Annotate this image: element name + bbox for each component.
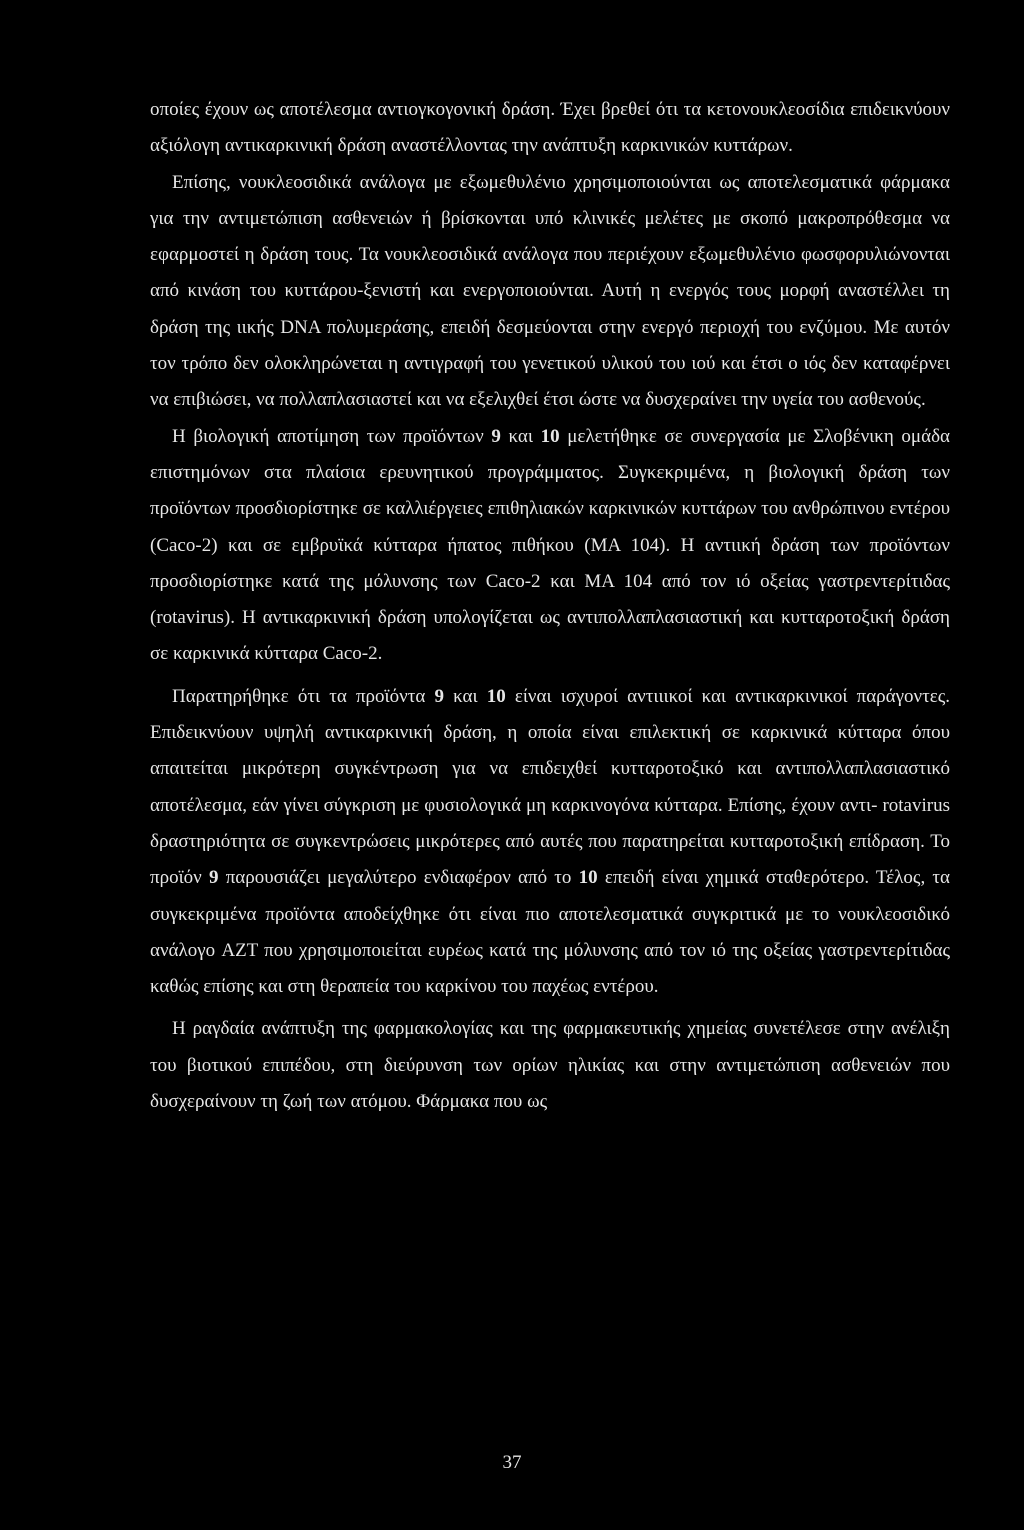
paragraph-3-text: Η βιολογική αποτίμηση των προϊόντων bbox=[172, 425, 492, 447]
paragraph-4-text: παρουσιάζει μεγαλύτερο ενδιαφέρον από το bbox=[218, 867, 579, 889]
paragraph-5 bbox=[150, 1011, 950, 1120]
paragraph-4-text: είναι ισχυροί αντιιικοί και αντικαρκινικοί παράγοντες. Επιδεικνύουν υψηλή αντικαρκινική δράση, η οποία είναι επιλεκτική σε καρκινικά κύτταρα όπου απαιτείται μικρότερη συγκέντρωση για να επιδειχθεί κυτταροτοξικό και αντιπολλαπλασιαστικό αποτέλεσμα, εάν γίνει σύγκριση με φυσιολογικά μη καρκινογόνα κύτταρα. Επίσης, έχουν αντι- rotavirus δραστηριότητα σε συγκεντρώσεις μικρότερες από αυτές που παρατηρείται κυτταροτοξική επίδραση. Το προϊόν bbox=[150, 685, 950, 889]
paragraph-2 bbox=[150, 165, 950, 419]
paragraph-4-text: και bbox=[443, 685, 487, 707]
paragraph-4-text: Παρατηρήθηκε ότι τα προϊόντα bbox=[172, 685, 435, 707]
compound-10-ref: 10 bbox=[486, 685, 506, 707]
compound-9-ref: 9 bbox=[491, 425, 501, 447]
compound-9-ref: 9 bbox=[209, 867, 219, 889]
paragraph-3-text: μελετήθηκε σε συνεργασία με Σλοβένικη ομάδα επιστημόνων στα πλαίσια ερευνητικού προγράμματος. Συγκεκριμένα, η βιολογική δράση των προϊόντων προσδιορίστηκε σε καλλιέργειες επιθηλιακών καρκινικών κυττάρων του ανθρώπινου εντέρου (Caco-2) και σε εμβρυϊκά κύτταρα ήπατος πιθήκου (MA 104). Η αντιική δράση των προϊόντων προσδιορίστηκε κατά της μόλυνσης των Caco-2 και MA 104 από τον ιό οξείας γαστρεντερίτιδας (rotavirus). Η αντικαρκινική δράση υπολογίζεται ως αντιπολλαπλασιαστική και κυτταροτοξική δράση σε καρκινικά κύτταρα Caco-2. bbox=[150, 425, 950, 665]
paragraph-5-text: Η ραγδαία ανάπτυξη της φαρμακολογίας και της φαρμακευτικής χημείας συνετέλεσε στην ανέλιξη του βιοτικού επιπέδου, στη διεύρυνση των ορίων ηλικίας και στην αντιμετώπιση ασθενειών που δυσχεραίνουν τη ζωή των ατόμου. Φάρμακα που ως bbox=[150, 1018, 950, 1113]
paragraph-1-text: οποίες έχουν ως αποτέλεσμα αντιογκογονική δράση. Έχει βρεθεί ότι τα κετονουκλεοσίδια επιδεικνύουν αξιόλογη αντικαρκινική δράση αναστέλλοντας την ανάπτυξη καρκινικών κυττάρων. bbox=[150, 99, 950, 157]
page-number: 37 bbox=[502, 1452, 522, 1473]
compound-10-ref: 10 bbox=[540, 425, 560, 447]
paragraph-4 bbox=[150, 679, 950, 1006]
paragraph-3-text: και bbox=[500, 425, 541, 447]
paragraph-4-text: επειδή είναι χημικά σταθερότερο. Τέλος, τα συγκεκριμένα προϊόντα αποδείχθηκε ότι είναι πιο αποτελεσματικά συγκριτικά με το νουκλεοσιδικό ανάλογο AZT που χρησιμοποιείται ευρέως κατά της μόλυνσης από τον ιό της οξείας γαστρεντερίτιδας καθώς επίσης και στη θεραπεία του καρκίνου του παχέως εντέρου. bbox=[150, 867, 951, 998]
compound-10-ref: 10 bbox=[578, 867, 598, 889]
compound-9-ref: 9 bbox=[434, 685, 444, 707]
paragraph-2-text: Επίσης, νουκλεοσιδικά ανάλογα με εξωμεθυλένιο χρησιμοποιούνται ως αποτελεσματικά φάρμακα για την αντιμετώπιση ασθενειών ή βρίσκονται υπό κλινικές μελέτες με σκοπό μακροπρόθεσμα να εφαρμοστεί η δράση τους. Τα νουκλεοσιδικά ανάλογα που περιέχουν εξωμεθυλένιο φωσφορυλιώνονται από κινάση του κυττάρου-ξενιστή και ενεργοποιούνται. Αυτή η ενεργός τους μορφή αναστέλλει τη δράση της ιικής DNA πολυμεράσης, επειδή δεσμεύονται στην ενεργό περιοχή του ενζύμου. Με αυτόν τον τρόπο δεν ολοκληρώνεται η αντιγραφή του γενετικού υλικού του ιού και έτσι ο ιός δεν καταφέρνει να επιβιώσει, να πολλαπλασιαστεί και να εξελιχθεί έτσι ώστε να δυσχεραίνει την υγεία του ασθενούς. bbox=[150, 171, 950, 411]
document-body bbox=[150, 92, 950, 1120]
paragraph-3 bbox=[150, 419, 950, 673]
paragraph-1 bbox=[150, 92, 950, 165]
